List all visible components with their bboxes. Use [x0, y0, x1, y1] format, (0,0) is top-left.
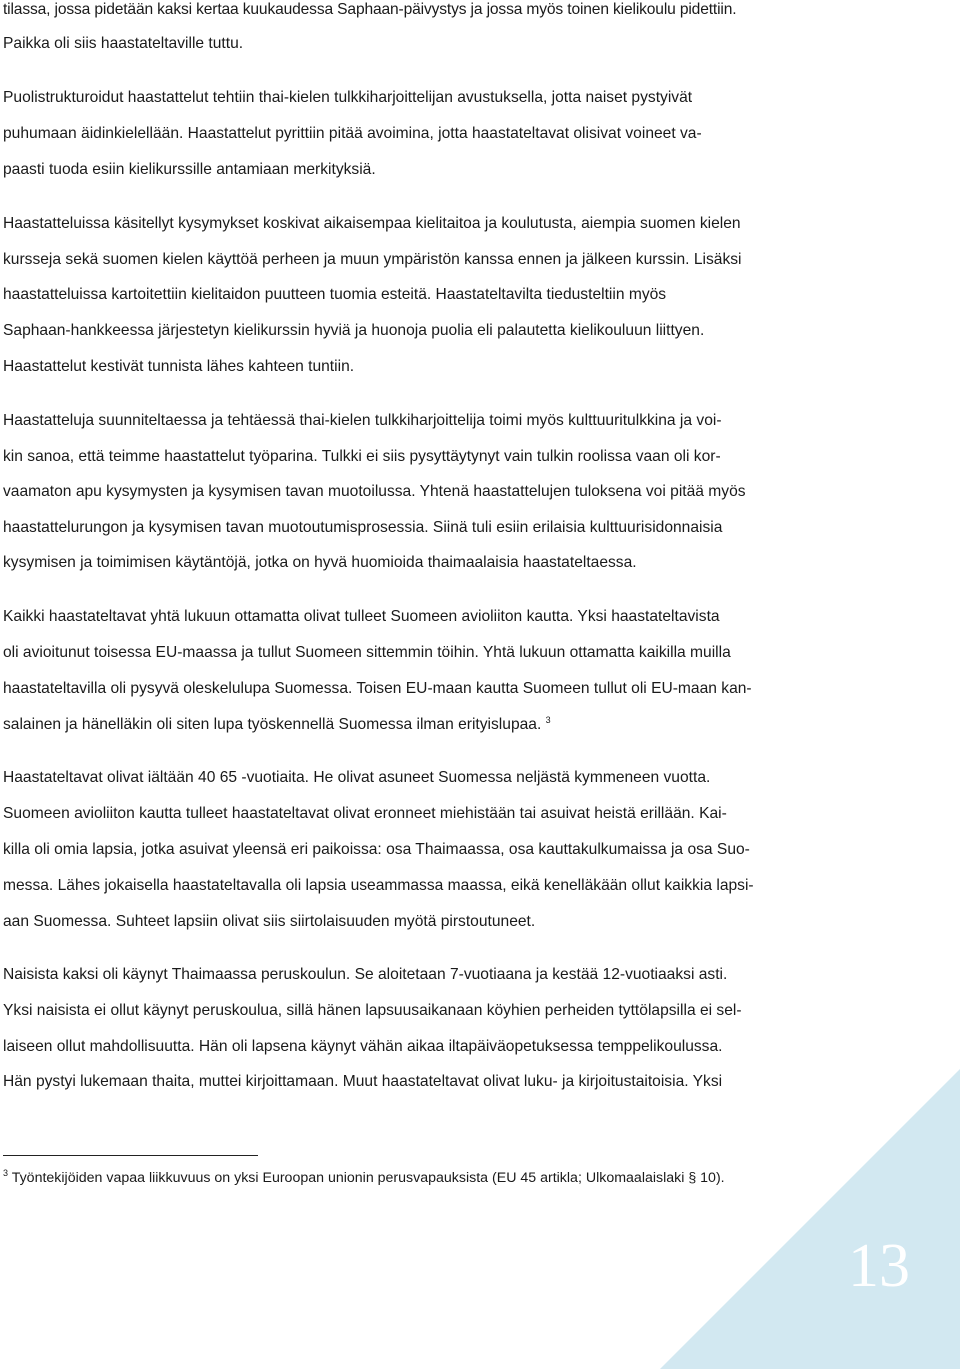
text-line: Paikka oli siis haastateltaville tuttu.: [3, 35, 244, 52]
text-line-content: salainen ja hänelläkin oli siten lupa työskennellä Suomessa ilman erityislupaa.: [3, 716, 542, 733]
text-line: haastatteluissa kartoitettiin kielitaidon puutteen tuomia esteitä. Haastateltavilta tiedusteltiin myös: [3, 286, 667, 303]
text-line: [3, 715, 551, 735]
text-line: kursseja sekä suomen kielen käyttöä perheen ja muun ympäristön kanssa ennen ja jälkeen kurssin. Lisäksi: [3, 251, 742, 268]
text-line: Hän pystyi lukemaan thaita, muttei kirjoittamaan. Muut haastateltavat olivat luku- ja kirjoitustaitoisia. Yksi: [3, 1073, 723, 1090]
text-line: aan Suomessa. Suhteet lapsiin olivat siis siirtolaisuuden myötä pirstoutuneet.: [3, 913, 536, 930]
text-line: paasti tuoda esiin kielikurssille antamiaan merkityksiä.: [3, 161, 376, 178]
text-line: Naisista kaksi oli käynyt Thaimaassa peruskoulun. Se aloitetaan 7-vuotiaana ja kestää 12-vuotiaaksi asti.: [3, 966, 728, 983]
text-line: Yksi naisista ei ollut käynyt peruskoulua, sillä hänen lapsuusaikanaan köyhien perheiden tyttölapsilla ei sel-: [3, 1002, 742, 1019]
text-line: kysymisen ja toimimisen käytäntöjä, jotka on hyvä huomioida thaimaalaisia haastateltaessa.: [3, 554, 637, 571]
text-line: haastateltavilla oli pysyvä oleskelulupa Suomessa. Toisen EU-maan kautta Suomeen tullut oli EU-maan kan-: [3, 680, 752, 697]
page-number: 13: [848, 1232, 910, 1300]
footnote-divider: [3, 1155, 258, 1156]
text-line: Haastateltavat olivat iältään 40 65 -vuotiaita. He olivat asuneet Suomessa neljästä kymmeneen vuotta.: [3, 769, 711, 786]
text-line: killa oli omia lapsia, jotka asuivat yleensä eri paikoissa: osa Thaimaassa, osa kauttakulkumaissa ja osa Suo-: [3, 841, 750, 858]
text-line: puhumaan äidinkielellään. Haastattelut pyrittiin pitää avoimina, jotta haastateltavat olisivat voineet va-: [3, 125, 702, 142]
text-line: haastattelurungon ja kysymisen tavan muotoutumisprosessia. Siinä tuli esiin erilaisia kulttuurisidonnaisia: [3, 519, 723, 536]
text-line: messa. Lähes jokaisella haastateltavalla oli lapsia useammassa maassa, eikä kenelläkään ollut kaikkia lapsi-: [3, 877, 754, 894]
text-line: tilassa, jossa pidetään kaksi kertaa kuukaudessa Saphaan-päivystys ja jossa myös toinen kielikoulu pidettiin.: [3, 1, 737, 18]
text-line: Haastatteluja suunniteltaessa ja tehtäessä thai-kielen tulkkiharjoittelija toimi myös kulttuuritulkkina ja voi-: [3, 412, 722, 429]
footnote-reference: 3: [545, 715, 551, 725]
text-line: Kaikki haastateltavat yhtä lukuun ottamatta olivat tulleet Suomeen avioliiton kautta. Yksi haastateltavista: [3, 608, 720, 625]
text-line: vaamaton apu kysymysten ja kysymisen tavan muotoilussa. Yhtenä haastattelujen tuloksena voi pitää myös: [3, 483, 746, 500]
text-line: Suomeen avioliiton kautta tulleet haastateltavat olivat eronneet miehistään tai asuivat heistä erillään. Kai-: [3, 805, 727, 822]
text-line: Haastattelut kestivät tunnista lähes kahteen tuntiin.: [3, 358, 355, 375]
footnote: [3, 1168, 725, 1188]
text-line: kin sanoa, että teimme haastattelut työparina. Tulkki ei siis pysyttäytynyt vain tulkin roolissa vaan oli kor-: [3, 448, 721, 465]
text-line: Puolistrukturoidut haastattelut tehtiin thai-kielen tulkkiharjoittelijan avustuksella, jotta naiset pystyivät: [3, 89, 693, 106]
footnote-text: Työntekijöiden vapaa liikkuvuus on yksi Euroopan unionin perusvapauksista (EU 45 artikla; Ulkomaalaislaki § 10).: [11, 1170, 725, 1186]
text-line: Saphaan-hankkeessa järjestetyn kielikurssin hyviä ja huonoja puolia eli palautetta kielikouluun liittyen.: [3, 322, 705, 339]
footnote-marker: 3: [3, 1168, 9, 1178]
text-line: laiseen ollut mahdollisuutta. Hän oli lapsena käynyt vähän aikaa iltapäiväopetuksessa temppelikoulussa.: [3, 1038, 723, 1055]
corner-decoration: [660, 1069, 960, 1369]
text-line: oli avioitunut toisessa EU-maassa ja tullut Suomeen sittemmin töihin. Yhtä lukuun ottamatta kaikilla muilla: [3, 644, 731, 661]
text-line: Haastatteluissa käsitellyt kysymykset koskivat aikaisempaa kielitaitoa ja koulutusta, aiempia suomen kielen: [3, 215, 741, 232]
